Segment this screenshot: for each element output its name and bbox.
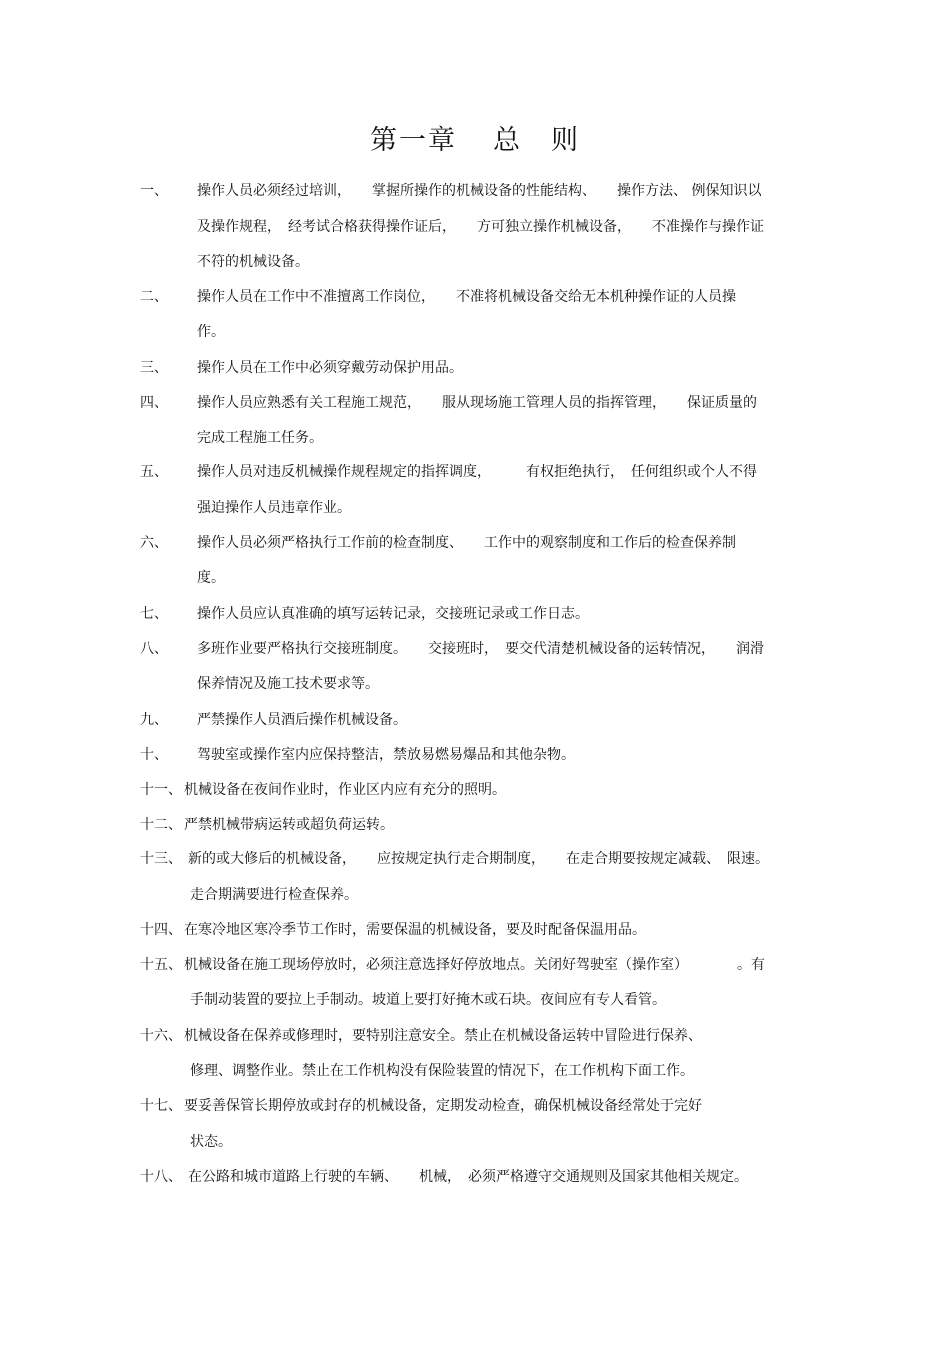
rule-number: 十八、	[140, 1169, 182, 1185]
rule-number: 五、	[140, 464, 168, 480]
rule-text-line: 操作人员必须严格执行工作前的检查制度、 工作中的观察制度和工作后的检查保养制	[197, 535, 736, 551]
rule-text-line: 及操作规程， 经考试合格获得操作证后， 方可独立操作机械设备， 不准操作与操作证	[197, 219, 764, 235]
rule-number: 六、	[140, 535, 168, 551]
rule-text-line: 手制动装置的要拉上手制动。坡道上要打好掩木或石块。夜间应有专人看管。	[190, 992, 666, 1008]
rule-text-line: 机械设备在施工现场停放时，必须注意选择好停放地点。关闭好驾驶室（操作室） 。有	[184, 957, 765, 973]
rule-number: 二、	[140, 289, 168, 305]
rule-text-line: 机械设备在保养或修理时，要特别注意安全。禁止在机械设备运转中冒险进行保养、	[184, 1028, 702, 1044]
rule-number: 三、	[140, 360, 168, 376]
rule-text-line: 修理、调整作业。禁止在工作机构没有保险装置的情况下，在工作机构下面工作。	[190, 1063, 694, 1079]
rule-number: 一、	[140, 183, 168, 199]
rule-text-line: 操作人员必须经过培训， 掌握所操作的机械设备的性能结构、 操作方法、 例保知识以	[197, 183, 762, 199]
rule-text-line: 在寒冷地区寒冷季节工作时，需要保温的机械设备，要及时配备保温用品。	[184, 922, 646, 938]
rule-text-line: 操作人员在工作中必须穿戴劳动保护用品。	[197, 360, 463, 376]
rule-number: 九、	[140, 712, 168, 728]
rule-number: 十、	[140, 747, 168, 763]
rule-number: 十四、	[140, 922, 182, 938]
rule-number: 七、	[140, 606, 168, 622]
rule-number: 十五、	[140, 957, 182, 973]
rule-text-line: 完成工程施工任务。	[197, 430, 323, 446]
chapter-number: 第一章	[370, 125, 457, 156]
rule-text-line: 走合期满要进行检查保养。	[190, 887, 358, 903]
rule-text-line: 状态。	[190, 1134, 232, 1150]
rule-text-line: 机械设备在夜间作业时，作业区内应有充分的照明。	[184, 782, 506, 798]
rule-text-line: 严禁操作人员酒后操作机械设备。	[197, 712, 407, 728]
rule-text-line: 要妥善保管长期停放或封存的机械设备，定期发动检查，确保机械设备经常处于完好	[184, 1098, 702, 1114]
rule-text-line: 度。	[197, 570, 225, 586]
rule-number: 十六、	[140, 1028, 182, 1044]
rule-text-line: 强迫操作人员违章作业。	[197, 500, 351, 516]
rule-number: 十三、	[140, 851, 182, 867]
rule-number: 十一、	[140, 782, 182, 798]
rule-text-line: 驾驶室或操作室内应保持整洁，禁放易燃易爆品和其他杂物。	[197, 747, 575, 763]
rule-text-line: 作。	[197, 324, 225, 340]
chapter-name: 总 则	[493, 125, 580, 156]
rule-number: 四、	[140, 395, 168, 411]
rule-number: 十二、	[140, 817, 182, 833]
rule-text-line: 多班作业要严格执行交接班制度。 交接班时， 要交代清楚机械设备的运转情况， 润滑	[197, 641, 764, 657]
rule-text-line: 在公路和城市道路上行驶的车辆、 机械， 必须严格遵守交通规则及国家其他相关规定。	[188, 1169, 748, 1185]
rule-number: 十七、	[140, 1098, 182, 1114]
rule-text-line: 操作人员对违反机械操作规程规定的指挥调度， 有权拒绝执行， 任何组织或个人不得	[197, 464, 757, 480]
rule-text-line: 操作人员应熟悉有关工程施工规范， 服从现场施工管理人员的指挥管理， 保证质量的	[197, 395, 757, 411]
rule-text-line: 严禁机械带病运转或超负荷运转。	[184, 817, 394, 833]
rule-text-line: 不符的机械设备。	[197, 254, 309, 270]
rule-number: 八、	[140, 641, 168, 657]
rule-text-line: 操作人员在工作中不准擅离工作岗位， 不准将机械设备交给无本机种操作证的人员操	[197, 289, 736, 305]
rule-text-line: 保养情况及施工技术要求等。	[197, 676, 379, 692]
rule-text-line: 操作人员应认真准确的填写运转记录，交接班记录或工作日志。	[197, 606, 589, 622]
rule-text-line: 新的或大修后的机械设备， 应按规定执行走合期制度， 在走合期要按规定减载、 限速。	[188, 851, 769, 867]
